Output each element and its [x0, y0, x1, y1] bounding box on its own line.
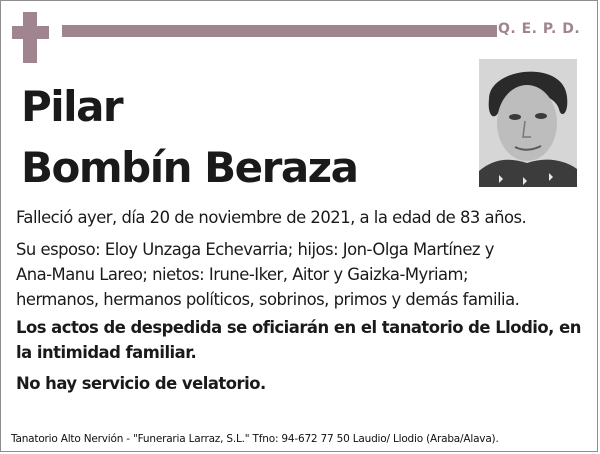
- funeral-home-footer: Tanatorio Alto Nervión - "Funeraria Larraz, S.L." Tfno: 94-672 77 50 Laudio/ Llodio (Araba/Alava).: [11, 433, 499, 445]
- cross-icon-crossbar: [12, 26, 49, 39]
- family-line: Ana-Manu Lareo; nietos: Irune-Iker, Aitor y Gaizka-Myriam;: [16, 265, 469, 284]
- header-bar: [62, 25, 497, 37]
- ceremony-line: la intimidad familiar.: [16, 343, 197, 362]
- death-statement: Falleció ayer, día 20 de noviembre de 2021, a la edad de 83 años.: [16, 208, 527, 227]
- wake-info: No hay servicio de velatorio.: [16, 374, 266, 393]
- deceased-first-name: Pilar: [21, 82, 123, 131]
- deceased-surnames: Bombín Beraza: [21, 143, 358, 192]
- ceremony-line: Los actos de despedida se oficiarán en el tanatorio de Llodio, en: [16, 318, 581, 337]
- family-line: hermanos, hermanos políticos, sobrinos, primos y demás familia.: [16, 290, 520, 309]
- family-list: [16, 237, 586, 312]
- qepd-label: Q. E. P. D.: [498, 21, 581, 37]
- portrait-photo: [479, 59, 577, 187]
- ceremony-info: [16, 315, 586, 365]
- family-line: Su esposo: Eloy Unzaga Echevarria; hijos: Jon-Olga Martínez y: [16, 240, 494, 259]
